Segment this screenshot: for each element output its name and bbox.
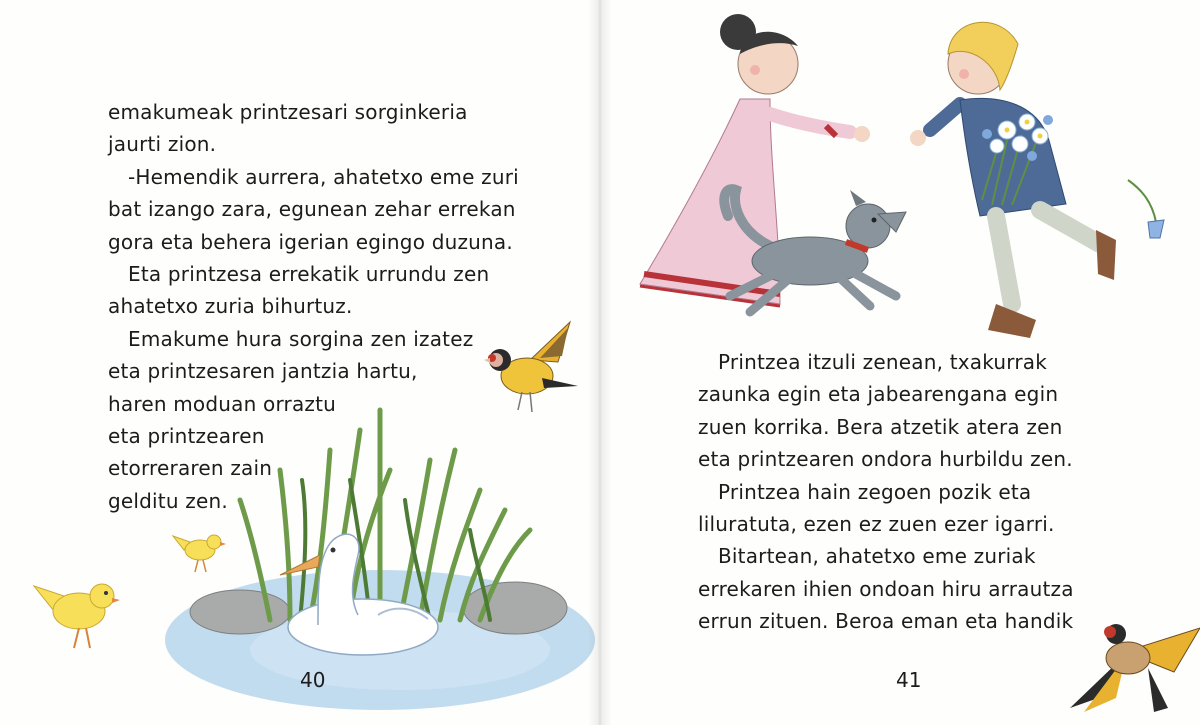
- text-line: ahatetxo zuria bihurtuz.: [108, 294, 353, 319]
- text-line: emakumeak printzesari sorginkeria: [108, 100, 468, 124]
- chick-icon: [24, 556, 124, 656]
- text-line: etorreraren zain: [108, 456, 273, 481]
- text-line: Printzea hain zegoen pozik eta: [718, 479, 1032, 504]
- right-page: [600, 0, 1200, 725]
- text-line: errekaren ihien ondoan hiru arrautza: [698, 576, 1074, 601]
- chick-icon: [168, 518, 228, 578]
- text-line: gora eta behera igerian egingo duzuna.: [108, 229, 513, 254]
- text-line: zuen korrika. Bera atzetik atera zen: [698, 414, 1063, 439]
- text-line: Bitartean, ahatetxo eme zuriak: [718, 544, 1036, 569]
- text-line: eta printzesaren jantzia hartu,: [108, 359, 418, 384]
- text-line: zaunka egin eta jabearengana egin: [698, 382, 1059, 407]
- page-number-left: 40: [300, 668, 326, 692]
- text-line: eta printzearen ondora hurbildu zen.: [698, 447, 1073, 472]
- text-line: -Hemendik aurrera, ahatetxo eme zuri: [128, 164, 519, 189]
- page-number-right: 41: [896, 668, 922, 692]
- text-line: Printzea itzuli zenean, txakurrak: [718, 350, 1048, 374]
- text-line: Emakume hura sorgina zen izatez: [128, 326, 474, 351]
- goldfinch-icon: [1064, 612, 1200, 722]
- text-line: errun zituen. Beroa eman eta handik: [698, 609, 1074, 634]
- flower-bouquet: [952, 80, 1072, 210]
- text-line: gelditu zen.: [108, 488, 228, 513]
- text-line: Eta printzesa errekatik urrundu zen: [128, 261, 490, 286]
- duck-icon: [278, 515, 448, 665]
- text-line: jaurti zion.: [108, 132, 217, 157]
- text-line: haren moduan orraztu: [108, 391, 337, 416]
- text-line: eta printzearen: [108, 423, 265, 448]
- book-gutter: [588, 0, 612, 725]
- text-line: bat izango zara, egunean zehar errekan: [108, 197, 516, 222]
- dog-icon: [710, 186, 920, 326]
- bluebell-icon: [1122, 176, 1172, 246]
- right-page-text: [698, 346, 1168, 638]
- text-line: liluratuta, ezen ez zuen ezer igarri.: [698, 511, 1055, 536]
